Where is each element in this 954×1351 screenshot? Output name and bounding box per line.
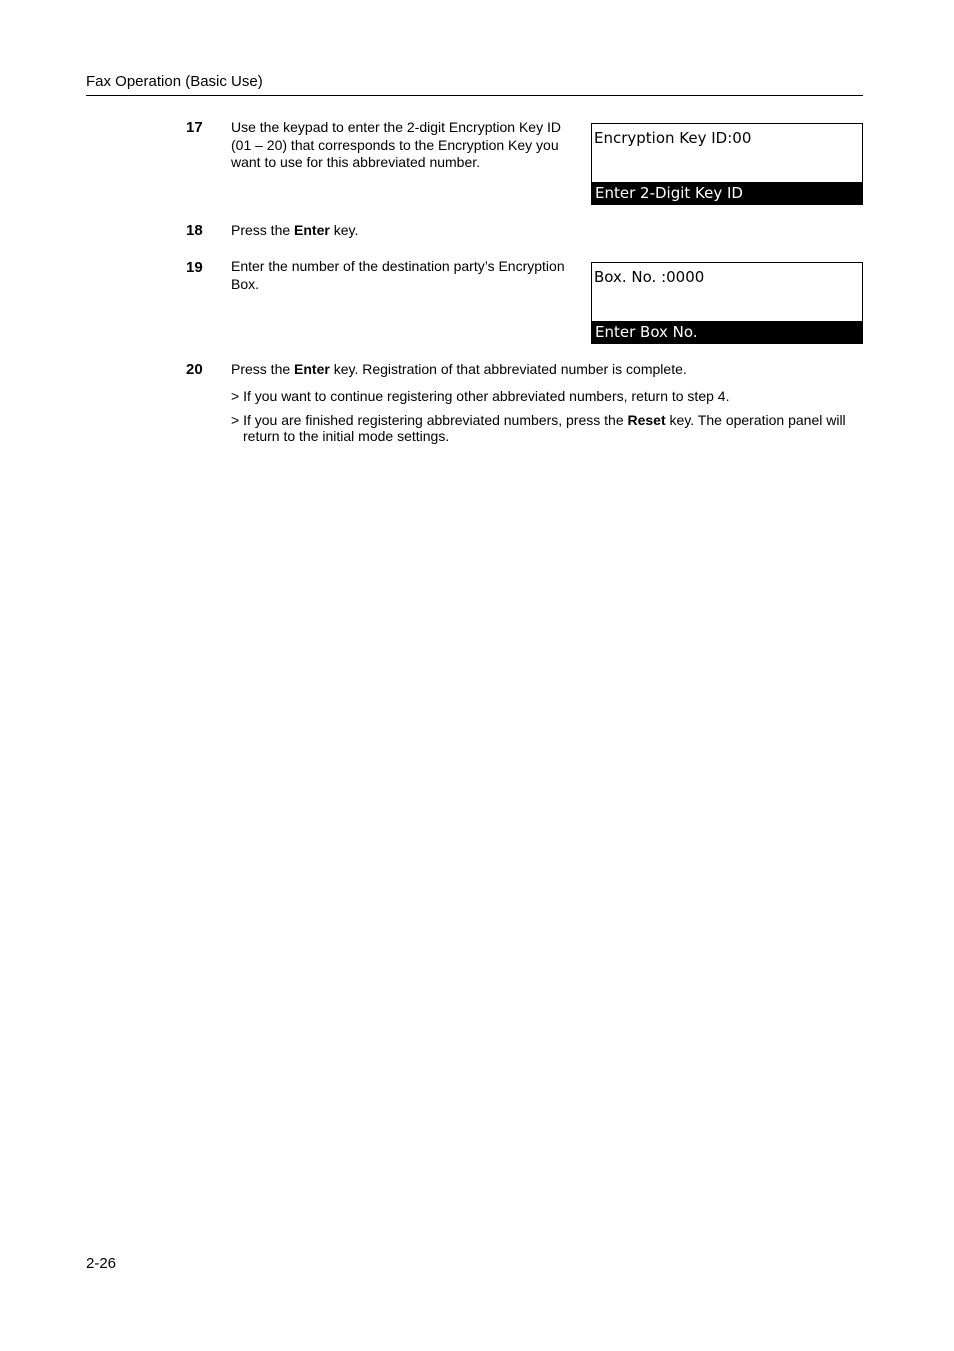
- lcd-line: Box. No. :0000: [594, 268, 705, 286]
- step-number: 17: [186, 119, 203, 136]
- bullet-text-part: > If you are finished registering abbreviated numbers, press the: [231, 412, 628, 428]
- bullet-text-part: return to the initial mode settings.: [243, 428, 450, 444]
- step-text: [231, 361, 687, 379]
- step-text-part: key. Registration of that abbreviated number is complete.: [329, 361, 687, 377]
- step-number: 19: [186, 259, 203, 276]
- bullet-item: [231, 412, 866, 444]
- key-name: Enter: [294, 361, 330, 377]
- step-text-part: Press the: [231, 361, 295, 377]
- lcd-line: Encryption Key ID:00: [594, 129, 752, 147]
- step-number: 18: [186, 222, 203, 239]
- lcd-display-box-no: [591, 262, 863, 344]
- key-name: Reset: [627, 412, 666, 428]
- lcd-display-key-id: [591, 123, 863, 205]
- step-text-part: key.: [329, 222, 359, 238]
- page-header: [86, 73, 863, 96]
- step-text-part: Press the: [231, 222, 295, 238]
- lcd-message-bar: Enter Box No.: [592, 321, 862, 343]
- lcd-message-bar: Enter 2-Digit Key ID: [592, 182, 862, 204]
- step-text: Enter the number of the destination party’s Encryption Box.: [231, 258, 565, 292]
- bullet-text-part: key. The operation panel will: [665, 412, 846, 428]
- step-text: Use the keypad to enter the 2-digit Encryption Key ID (01 – 20) that corresponds to the Encryption Key you want to use for this abbreviated number.: [231, 119, 561, 170]
- header-title: Fax Operation (Basic Use): [86, 73, 263, 90]
- page-number: 2-26: [86, 1255, 117, 1272]
- step-text: [231, 222, 358, 240]
- bullet-item: > If you want to continue registering other abbreviated numbers, return to step 4.: [231, 388, 730, 404]
- key-name: Enter: [294, 222, 330, 238]
- step-number: 20: [186, 361, 203, 378]
